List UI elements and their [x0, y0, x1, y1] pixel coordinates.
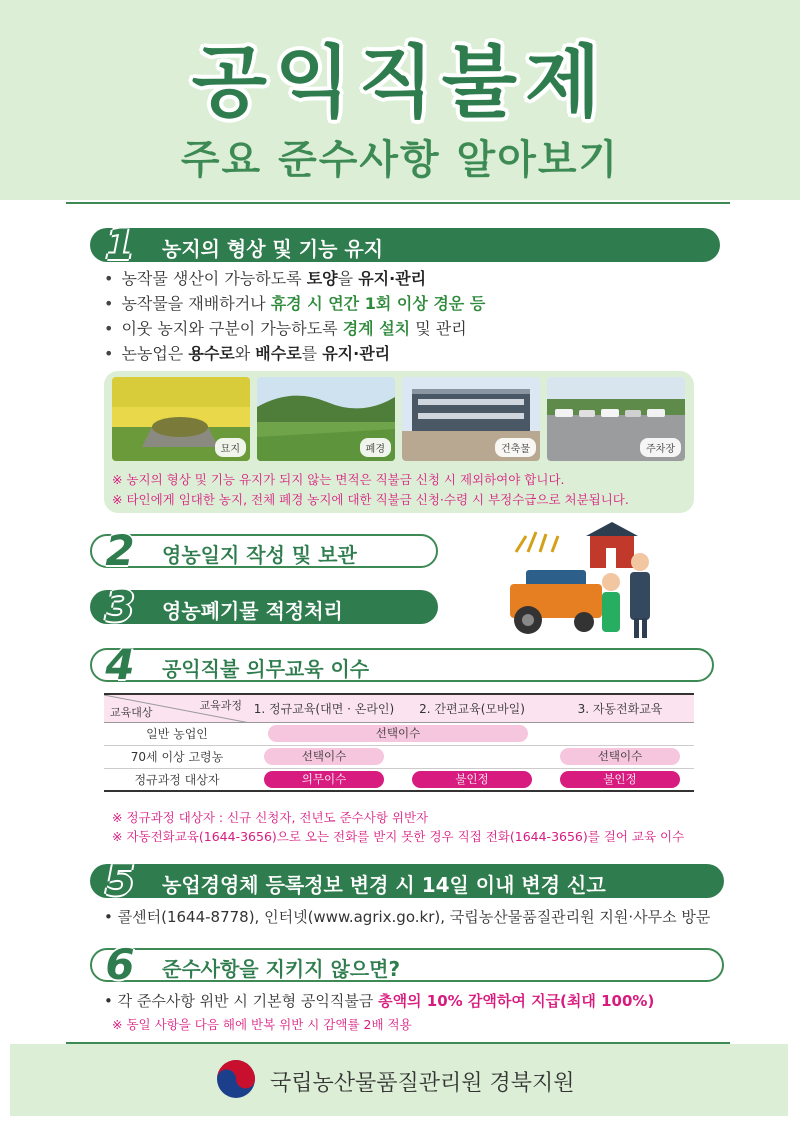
header-divider — [66, 202, 730, 204]
section-6-heading — [70, 940, 730, 989]
section-4-note: ※ 자동전화교육(1644-3656)으로 오는 전화를 받지 못한 경우 직접 전화(1644-3656)를 걸어 교육 이수 — [112, 829, 685, 844]
table-header: 2. 간편교육(모바일) — [398, 694, 546, 722]
section-label: 농지의 형상 및 기능 유지 — [162, 237, 384, 261]
page-title: 공익직불제 — [191, 38, 609, 128]
photo-grave — [112, 377, 250, 461]
status-badge: 불인정 — [560, 771, 680, 788]
section-number: 5 — [105, 856, 135, 905]
section-2-heading — [70, 526, 450, 575]
section-label: 농업경영체 등록정보 변경 시 14일 이내 변경 신고 — [162, 873, 606, 897]
section-1-note: ※ 농지의 형상 및 기능 유지가 되지 않는 면적은 직불금 신청 시 제외하여야 합니다. — [112, 472, 565, 487]
section-4-heading — [70, 640, 720, 689]
header-banner — [0, 0, 800, 200]
table-header: 3. 자동전화교육 — [546, 694, 694, 722]
section-number: 3 — [105, 582, 135, 631]
row-label: 정규과정 대상자 — [104, 768, 250, 791]
section-1-note: ※ 타인에게 임대한 농지, 전체 폐경 농지에 대한 직불금 신청·수령 시 부정수급으로 처분됩니다. — [112, 492, 629, 507]
section-6-text: • 각 준수사항 위반 시 기본형 공익직불금 총액의 10% 감액하여 지급(최대 100%) — [104, 992, 655, 1010]
photo-parking — [547, 377, 685, 461]
table-corner-cell: 교육과정 교육대상 — [104, 694, 250, 722]
row-label: 70세 이상 고령농 — [104, 745, 250, 768]
table-header: 1. 정규교육(대면 · 온라인) — [250, 694, 398, 722]
farm-illustration — [506, 522, 672, 640]
photo-building — [402, 377, 540, 461]
status-badge: 의무이수 — [264, 771, 384, 788]
bullet-item: • 이웃 농지와 구분이 가능하도록 경계 설치 및 관리 — [104, 316, 485, 341]
page-subtitle: 주요 준수사항 알아보기 — [180, 137, 620, 183]
section-6-note: ※ 동일 사항을 다음 해에 반복 위반 시 감액률 2배 적용 — [112, 1017, 412, 1032]
section-5-text: • 콜센터(1644-8778), 인터넷(www.agrix.go.kr), 국립농산물품질관리원 지원·사무소 방문 — [104, 908, 711, 926]
section-1-heading — [70, 220, 720, 269]
section-label: 준수사항을 지키지 않으면? — [162, 957, 401, 981]
section-label: 공익직불 의무교육 이수 — [162, 657, 370, 681]
status-badge: 선택이수 — [264, 748, 384, 765]
bullet-item: • 논농업은 용수로와 배수로를 유지·관리 — [104, 341, 485, 366]
section-number: 4 — [105, 640, 135, 689]
bullet-item: • 농작물을 재배하거나 휴경 시 연간 1회 이상 경운 등 — [104, 291, 485, 316]
section-number: 2 — [105, 526, 135, 575]
education-table — [104, 693, 694, 792]
photo-tag: 건축물 — [495, 438, 536, 457]
photo-tag: 주차장 — [640, 438, 681, 457]
section-label: 영농일지 작성 및 보관 — [162, 543, 357, 567]
photo-tag: 묘지 — [215, 438, 246, 457]
status-badge: 선택이수 — [268, 725, 528, 742]
section-label: 영농폐기물 적정처리 — [162, 599, 343, 623]
bullet-item: • 농작물 생산이 가능하도록 토양을 유지·관리 — [104, 266, 485, 291]
section-4-note: ※ 정규과정 대상자 : 신규 신청자, 전년도 준수사항 위반자 — [112, 810, 429, 825]
photo-fallow — [257, 377, 395, 461]
government-logo-icon — [216, 1059, 256, 1099]
table-row — [104, 768, 694, 791]
photo-tag: 폐경 — [360, 438, 391, 457]
footer — [10, 1044, 788, 1116]
organization-name: 국립농산물품질관리원 경북지원 — [270, 1071, 575, 1096]
section-1-bullets — [104, 266, 485, 366]
status-badge: 불인정 — [412, 771, 532, 788]
section-number: 6 — [105, 940, 135, 989]
table-row — [104, 722, 694, 745]
status-badge: 선택이수 — [560, 748, 680, 765]
section-3-heading — [70, 582, 450, 631]
row-label: 일반 농업인 — [104, 722, 250, 745]
section-5-heading — [70, 856, 730, 905]
table-row — [104, 745, 694, 768]
section-number: 1 — [105, 220, 135, 269]
